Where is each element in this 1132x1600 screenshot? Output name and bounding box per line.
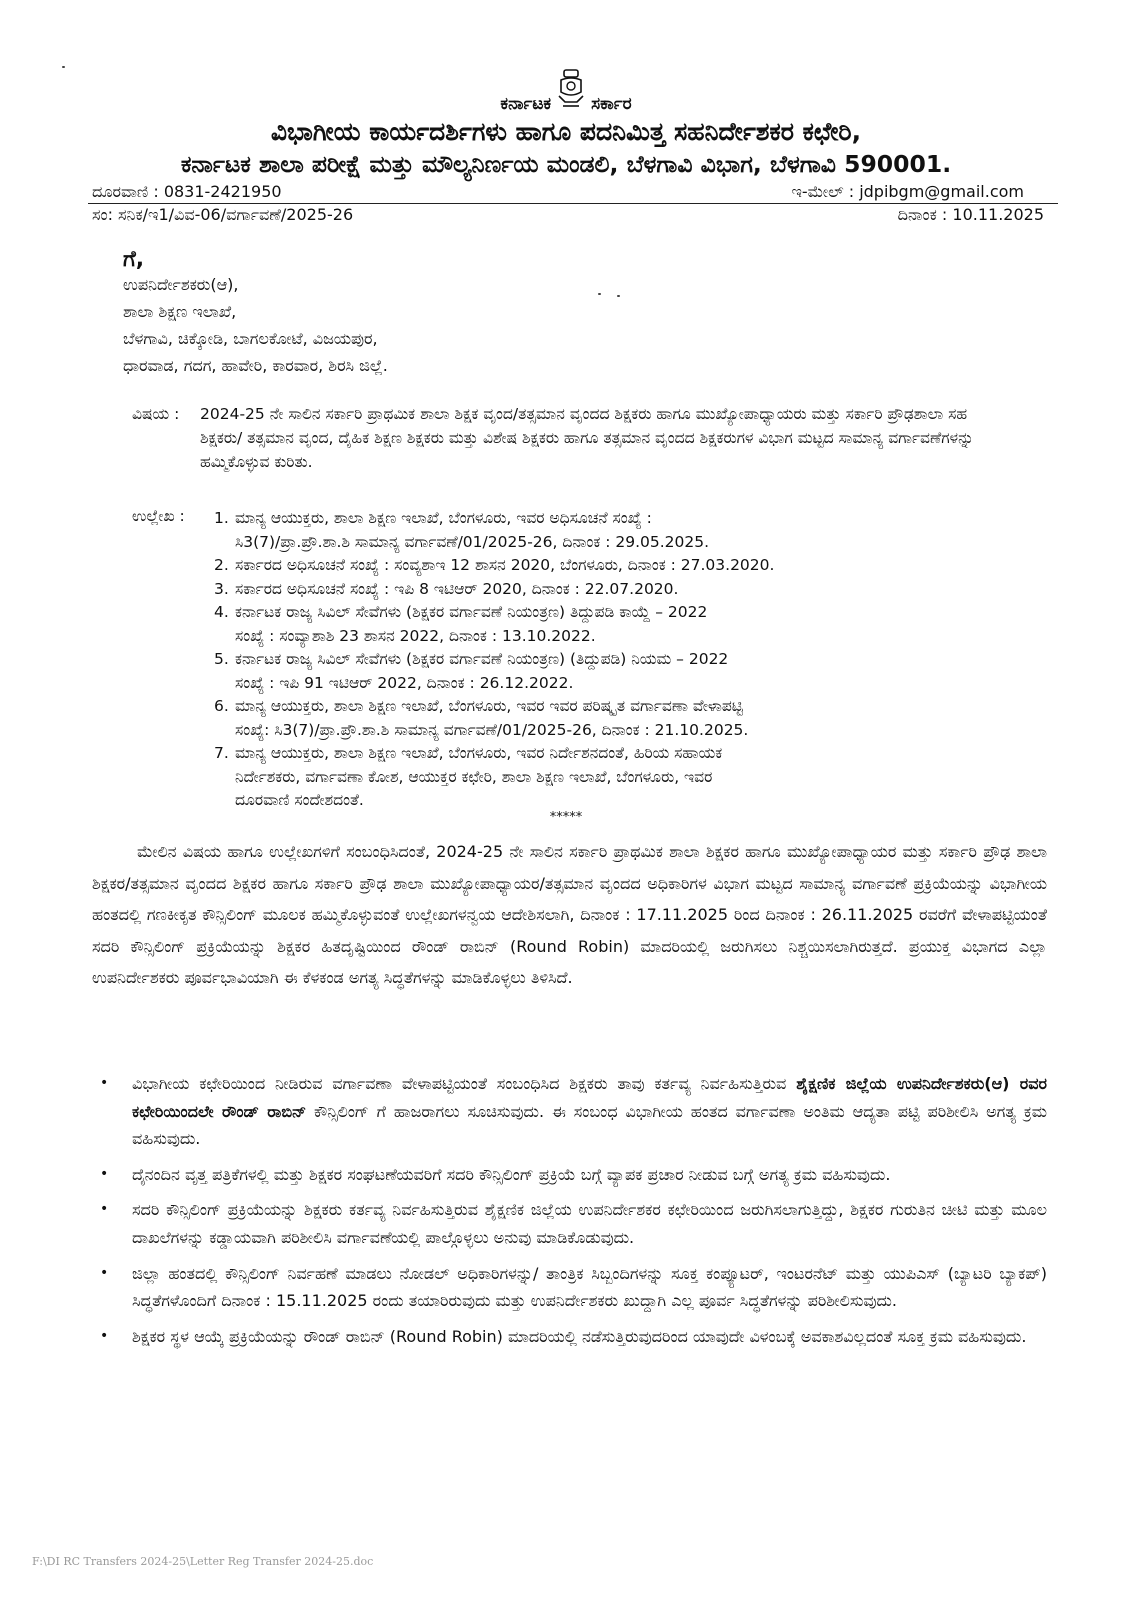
reference-number: 5. [214,650,229,668]
letter-date: ದಿನಾಂಕ : 10.11.2025 [897,205,1044,224]
scan-speck [62,66,65,68]
reference-number: ಸಂ: ಸನಿಕ/ಇ1/ವಿವ-06/ವರ್ಗಾವಣೆ/2025-26 [92,205,354,224]
gov-heading-left: ಕರ್ನಾಟಕ [500,94,552,114]
list-item-text: ಕೌನ್ಸಿಲಿಂಗ್ ಗೆ ಹಾಜರಾಗಲು ಸೂಚಿಸುವುದು. ಈ ಸಂಬಂಧ ವಿಭಾಗೀಯ ಹಂತದ ವರ್ಗಾವಣಾ ಅಂತಿಮ ಆದ್ಯತಾ ಪಟ್ಟಿ ಪರಿಶೀಲಿಸಿ ಅಗತ್ಯ ಕ್ರಮ ವಹಿಸುವುದು. [132,1101,1047,1149]
bullet-icon: • [100,1165,109,1182]
bullet-icon: • [100,1327,109,1344]
list-item-emphasis: ಶೈಕ್ಷಣಿಕ ಜಿಲ್ಲೆಯ ಉಪನಿರ್ದೇಶಕರು(ಆ) ರವರ ಕಛೇರಿಯಿಂದಲೇ ರೌಂಡ್ ರಾಬಿನ್ [132,1074,1048,1121]
list-item-text: ದೈನಂದಿನ ವೃತ್ತ ಪತ್ರಿಕೆಗಳಲ್ಲಿ ಮತ್ತು ಶಿಕ್ಷಕರ ಸಂಘಟಣೆಯವರಿಗೆ ಸದರಿ ಕೌನ್ಸಿಲಿಂಗ್ ಪ್ರಕ್ರಿಯೆ ಬಗ್ಗೆ ವ್ಯಾಪಕ ಪ್ರಚಾರ ನೀಡುವ ಬಗ್ಗೆ ಅಗತ್ಯ ಕ್ರಮ ವಹಿಸುವುದು. [132,1164,891,1184]
reference-text: ಸಂಖ್ಯೆ : ಸಂವ್ಯಾಶಾಶಿ 23 ಶಾಸನ 2022, ದಿನಾಂಕ : 13.10.2022. [235,626,596,645]
section-separator: ***** [549,810,583,825]
reference-item [132,578,1012,602]
reference-item [132,742,1012,813]
reference-text: ಮಾನ್ಯ ಆಯುಕ್ತರು, ಶಾಲಾ ಶಿಕ್ಷಣ ಇಲಾಖೆ, ಬೆಂಗಳೂರು, ಇವರ ಅಧಿಸೂಚನೆ ಸಂಖ್ಯೆ : [235,509,652,527]
reference-text: ಕರ್ನಾಟಕ ರಾಜ್ಯ ಸಿವಿಲ್ ಸೇವೆಗಳು (ಶಿಕ್ಷಕರ ವರ್ಗಾವಣೆ ನಿಯಂತ್ರಣ) ತಿದ್ದುಪಡಿ ಕಾಯ್ದೆ – 2022 [235,603,708,621]
reference-text: ಮಾನ್ಯ ಆಯುಕ್ತರು, ಶಾಲಾ ಶಿಕ್ಷಣ ಇಲಾಖೆ, ಬೆಂಗಳೂರು, ಇವರ ನಿರ್ದೇಶನದಂತೆ, ಹಿರಿಯ ಸಹಾಯಕ [235,744,723,762]
recipient-line: ಬೆಳಗಾವಿ, ಚಿಕ್ಕೋಡಿ, ಬಾಗಲಕೋಟೆ, ವಿಜಯಪುರ, [123,329,378,348]
references-block [132,507,1012,813]
list-item-text: ಜಿಲ್ಲಾ ಹಂತದಲ್ಲಿ ಕೌನ್ಸಿಲಿಂಗ್ ನಿರ್ವಹಣೆ ಮಾಡಲು ನೋಡಲ್ ಅಧಿಕಾರಿಗಳನ್ನು/ ತಾಂತ್ರಿಕ ಸಿಬ್ಬಂದಿಗಳನ್ನು ಸೂಕ್ತ ಕಂಪ್ಯೂಟರ್, ಇಂಟರನೆಟ್ ಮತ್ತು ಯುಪಿಎಸ್ (ಬ್ಯಾಟರಿ ಬ್ಯಾಕಪ್) ಸಿದ್ಧತೆಗಳೊಂದಿಗೆ ದಿನಾಂಕ : 15.11.2025 ರಂದು ತಯಾರಿರುವುದು ಮತ್ತು ಉಪನಿರ್ದೇಶಕರು ಖುದ್ದಾಗಿ ಎಲ್ಲ ಪೂರ್ವ ಸಿದ್ಧತೆಗಳನ್ನು ಪರಿಶೀಲಿಸುವುದು. [132,1263,1047,1311]
reference-item [132,554,1012,578]
subject-block [132,402,992,474]
reference-item [132,648,1012,695]
list-item [92,1070,1047,1153]
email-address: ಇ-ಮೇಲ್ : jdpibgm@gmail.com [791,182,1024,201]
list-item-text: ವಿಭಾಗೀಯ ಕಛೇರಿಯಿಂದ ನೀಡಿರುವ ವರ್ಗಾವಣಾ ವೇಳಾಪಟ್ಟಿಯಂತೆ ಸಂಬಂಧಿಸಿದ ಶಿಕ್ಷಕರು ತಾವು ಕರ್ತವ್ಯ ನಿರ್ವಹಿಸುತ್ತಿರುವ [132,1074,797,1093]
recipient-line: ಉಪನಿರ್ದೇಶಕರು(ಆ), [123,275,239,294]
header-divider [88,203,1058,204]
reference-text: ಸಂಖ್ಯೆ : ಇಪಿ 91 ಇಟಿಆರ್ 2022, ದಿನಾಂಕ : 26.12.2022. [235,673,574,692]
subject-text: 2024-25 ನೇ ಸಾಲಿನ ಸರ್ಕಾರಿ ಪ್ರಾಥಮಿಕ ಶಾಲಾ ಶಿಕ್ಷಕ ವೃಂದ/ತತ್ಸಮಾನ ವೃಂದದ ಶಿಕ್ಷಕರು ಹಾಗೂ ಮುಖ್ಯೋಪಾಧ್ಯಾಯರು ಮತ್ತು ಸರ್ಕಾರಿ ಪ್ರೌಢಶಾಲಾ ಸಹ ಶಿಕ್ಷಕರು/ ತತ್ಸಮಾನ ವೃಂದ, ದೈಹಿಕ ಶಿಕ್ಷಣ ಶಿಕ್ಷಕರು ಮತ್ತು ವಿಶೇಷ ಶಿಕ್ಷಕರು ಹಾಗೂ ತತ್ಸಮಾನ ವೃಂದದ ಶಿಕ್ಷಕರುಗಳ ವಿಭಾಗ ಮಟ್ಟದ ಸಾಮಾನ್ಯ ವರ್ಗಾವಣೆಗಳನ್ನು ಹಮ್ಮಿಕೊಳ್ಳುವ ಕುರಿತು. [200,405,974,471]
list-item [92,1323,1047,1351]
bullet-icon: • [100,1264,109,1281]
bullet-icon: • [100,1075,109,1091]
list-item [92,1161,1047,1189]
list-item-text: ಶಿಕ್ಷಕರ ಸ್ಥಳ ಆಯ್ಕೆ ಪ್ರಕ್ರಿಯೆಯನ್ನು ರೌಂಡ್ ರಾಬಿನ್ (Round Robin) ಮಾದರಿಯಲ್ಲಿ ನಡೆಸುತ್ತಿರುವುದರಿಂದ ಯಾವುದೇ ವಿಳಂಬಕ್ಕೆ ಅವಕಾಶವಿಲ್ಲದಂತೆ ಸೂಕ್ತ ಕ್ರಮ ವಹಿಸುವುದು. [132,1326,1027,1346]
reference-item [132,601,1012,648]
recipient-line: ಶಾಲಾ ಶಿಕ್ಷಣ ಇಲಾಖೆ, [123,302,237,321]
government-heading [0,94,1132,114]
body-paragraph: ಮೇಲಿನ ವಿಷಯ ಹಾಗೂ ಉಲ್ಲೇಖಗಳಿಗೆ ಸಂಬಂಧಿಸಿದಂತೆ, 2024-25 ನೇ ಸಾಲಿನ ಸರ್ಕಾರಿ ಪ್ರಾಥಮಿಕ ಶಾಲಾ ಶಿಕ್ಷಕರ ಹಾಗೂ ಮುಖ್ಯೋಪಾಧ್ಯಾಯರ ಮತ್ತು ಸರ್ಕಾರಿ ಪ್ರೌಢ ಶಾಲಾ ಶಿಕ್ಷಕರ/ತತ್ಸಮಾನ ವೃಂದದ ಶಿಕ್ಷಕರ ಹಾಗೂ ಸರ್ಕಾರಿ ಪ್ರೌಢ ಶಾಲಾ ಮುಖ್ಯೋಪಾಧ್ಯಾಯರ/ತತ್ಸಮಾನ ವೃಂದದ ಅಧಿಕಾರಿಗಳ ವಿಭಾಗ ಮಟ್ಟದ ಸಾಮಾನ್ಯ ವರ್ಗಾವಣೆ ಪ್ರಕ್ರಿಯೆಯನ್ನು ವಿಭಾಗೀಯ ಹಂತದಲ್ಲಿ ಗಣಕೀಕೃತ ಕೌನ್ಸಿಲಿಂಗ್ ಮೂಲಕ ಹಮ್ಮಿಕೊಳ್ಳುವಂತೆ ಉಲ್ಲೇಖಗಳನ್ವಯ ಆದೇಶಿಸಲಾಗಿ, ದಿನಾಂಕ : 17.11.2025 ರಿಂದ ದಿನಾಂಕ : 26.11.2025 ರವರೆಗೆ ವೇಳಾಪಟ್ಟಿಯಂತೆ ಸದರಿ ಕೌನ್ಸಿಲಿಂಗ್ ಪ್ರಕ್ರಿಯೆಯನ್ನು ಶಿಕ್ಷಕರ ಹಿತದೃಷ್ಟಿಯಿಂದ ರೌಂಡ್ ರಾಬಿನ್ (Round Robin) ಮಾದರಿಯಲ್ಲಿ ಜರುಗಿಸಲು ನಿಶ್ಚಯಿಸಲಾಗಿರುತ್ತದೆ. ಪ್ರಯುಕ್ತ ವಿಭಾಗದ ಎಲ್ಲಾ ಉಪನಿರ್ದೇಶಕರು ಪೂರ್ವಭಾವಿಯಾಗಿ ಈ ಕೆಳಕಂಡ ಅಗತ್ಯ ಸಿದ್ಧತೆಗಳನ್ನು ಮಾಡಿಕೊಳ್ಳಲು ತಿಳಿಸಿದೆ. [92,842,1047,987]
gov-heading-right: ಸರ್ಕಾರ [591,94,632,114]
salutation: ಗೆ, [123,247,145,272]
file-path-footer: F:\DI RC Transfers 2024-25\Letter Reg Transfer 2024-25.doc [32,1555,374,1568]
reference-text: ಮಾನ್ಯ ಆಯುಕ್ತರು, ಶಾಲಾ ಶಿಕ್ಷಣ ಇಲಾಖೆ, ಬೆಂಗಳೂರು, ಇವರ ಇವರ ಪರಿಷ್ಕೃತ ವರ್ಗಾವಣಾ ವೇಳಾಪಟ್ಟಿ [235,697,744,715]
phone-number: ದೂರವಾಣಿ : 0831-2421950 [92,182,282,201]
scan-speck [617,295,620,297]
reference-text: ಸರ್ಕಾರದ ಅಧಿಸೂಚನೆ ಸಂಖ್ಯೆ : ಸಂವ್ಯಶಾಇ 12 ಶಾಸನ 2020, ಬೆಂಗಳೂರು, ದಿನಾಂಕ : 27.03.2020. [235,556,775,574]
office-title-line1: ವಿಭಾಗೀಯ ಕಾರ್ಯದರ್ಶಿಗಳು ಹಾಗೂ ಪದನಿಮಿತ್ತ ಸಹನಿರ್ದೇಶಕರ ಕಛೇರಿ, [270,117,862,146]
references-list [132,507,1012,813]
subject-label: ವಿಷಯ : [132,405,180,423]
scan-speck [598,293,601,295]
reference-text: ಸಿ3(7)/ಪ್ರಾ.ಪ್ರೌ.ಶಾ.ಶಿ ಸಾಮಾನ್ಯ ವರ್ಗಾವಣೆ/01/2025-26, ದಿನಾಂಕ : 29.05.2025. [235,532,710,551]
reference-number: 3. [214,579,229,598]
reference-item [132,695,1012,742]
reference-text: ನಿರ್ದೇಶಕರು, ವರ್ಗಾವಣಾ ಕೋಶ, ಆಯುಕ್ತರ ಕಛೇರಿ, ಶಾಲಾ ಶಿಕ್ಷಣ ಇಲಾಖೆ, ಬೆಂಗಳೂರು, ಇವರ [235,767,713,786]
reference-number: 1. [214,509,229,527]
reference-number: 6. [214,697,229,715]
references-label: ಉಲ್ಲೇಖ : [132,507,185,525]
office-title-line2: ಕರ್ನಾಟಕ ಶಾಲಾ ಪರೀಕ್ಷೆ ಮತ್ತು ಮೌಲ್ಯನಿರ್ಣಯ ಮಂಡಲಿ, ಬೆಳಗಾವಿ ವಿಭಾಗ, ಬೆಳಗಾವಿ 590001. [180,150,952,178]
list-item [92,1196,1047,1251]
reference-text: ಸಂಖ್ಯೆ: ಸಿ3(7)/ಪ್ರಾ.ಪ್ರೌ.ಶಾ.ಶಿ ಸಾಮಾನ್ಯ ವರ್ಗಾವಣೆ/01/2025-26, ದಿನಾಂಕ : 21.10.2025. [235,720,749,739]
reference-text: ಸರ್ಕಾರದ ಅಧಿಸೂಚನೆ ಸಂಖ್ಯೆ : ಇಪಿ 8 ಇಟಿಆರ್ 2020, ದಿನಾಂಕ : 22.07.2020. [235,579,679,598]
reference-number: 4. [214,603,229,621]
bullet-icon: • [100,1201,109,1218]
list-item [92,1260,1047,1315]
list-item-text: ಸದರಿ ಕೌನ್ಸಿಲಿಂಗ್ ಪ್ರಕ್ರಿಯೆಯನ್ನು ಶಿಕ್ಷಕರು ಕರ್ತವ್ಯ ನಿರ್ವಹಿಸುತ್ತಿರುವ ಶೈಕ್ಷಣಿಕ ಜಿಲ್ಲೆಯ ಉಪನಿರ್ದೇಶಕರ ಕಛೇರಿಯಿಂದ ಜರುಗಿಸಲಾಗುತ್ತಿದ್ದು, ಶಿಕ್ಷಕರ ಗುರುತಿನ ಚೀಟಿ ಮತ್ತು ಮೂಲ ದಾಖಲೆಗಳನ್ನು ಕಡ್ಡಾಯವಾಗಿ ಪರಿಶೀಲಿಸಿ ವರ್ಗಾವಣೆಯಲ್ಲಿ ಪಾಲ್ಗೊಳ್ಳಲು ಅನುವು ಮಾಡಿಕೊಡುವುದು. [132,1200,1047,1247]
recipient-line: ಧಾರವಾಡ, ಗದಗ, ಹಾವೇರಿ, ಕಾರವಾರ, ಶಿರಸಿ ಜಿಲ್ಲೆ. [123,356,388,375]
reference-item [132,507,1012,554]
reference-number: 7. [214,744,229,762]
reference-text: ದೂರವಾಣಿ ಸಂದೇಶದಂತೆ. [235,791,364,809]
instruction-list [92,1070,1047,1354]
reference-number: 2. [214,556,229,574]
reference-text: ಕರ್ನಾಟಕ ರಾಜ್ಯ ಸಿವಿಲ್ ಸೇವೆಗಳು (ಶಿಕ್ಷಕರ ವರ್ಗಾವಣೆ ನಿಯಂತ್ರಣ) (ತಿದ್ದುಪಡಿ) ನಿಯಮ – 2022 [235,650,729,668]
